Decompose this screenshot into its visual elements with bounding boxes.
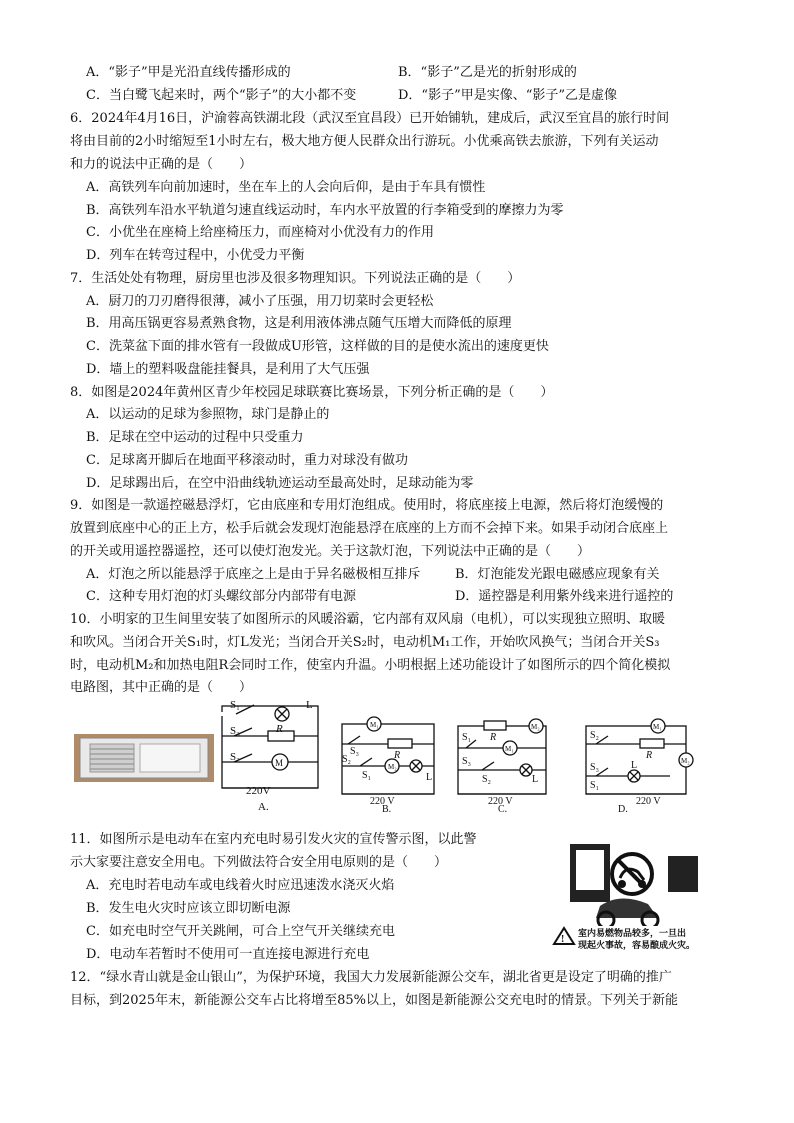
q6-stem-line: 将由目前的2小时缩短至1小时左右，极大地方便人民群众出行游玩。小优乘高铁去旅游，下列有关运动 [70, 134, 659, 149]
circuit-a [220, 705, 318, 788]
circuit-a-voltage: 220V [246, 785, 271, 797]
circuit-c-voltage: 220 V [488, 796, 513, 807]
poster-text-line: 现起火事故，容易酿成火灾。 [578, 940, 696, 950]
q8-option-c: C．足球离开脚后在地面平移滚动时，重力对球没有做功 [86, 453, 408, 468]
q7-option-d: D．墙上的塑料吸盘能挂餐具，是利用了大气压强 [86, 362, 370, 377]
q9-option-b: B．灯泡能发光跟电磁感应现象有关 [455, 567, 660, 582]
circuit-c-caption: C. [498, 804, 508, 815]
no-charging-icon [612, 854, 652, 894]
circuit-b-s3: S₃ [350, 746, 360, 757]
circuit-d-s2: S₂ [590, 730, 600, 741]
circuit-b-m2: M₂ [388, 763, 397, 771]
q5-option-a: A．“影子”甲是光沿直线传播形成的 [86, 65, 291, 80]
q6-stem-line: 和力的说法中正确的是（ ） [70, 157, 253, 172]
q9-option-d: D．遥控器是利用紫外线来进行遥控的 [455, 589, 674, 604]
q7-option-a: A．厨刀的刀刃磨得很薄，减小了压强，用刀切菜时会更轻松 [86, 294, 434, 309]
q6-option-d: D．列车在转弯过程中，小优受力平衡 [86, 248, 305, 263]
circuit-a-s3: S₃ [230, 725, 240, 737]
circuit-b-s2: S₂ [342, 754, 352, 765]
circuit-d-r: R [646, 750, 653, 761]
q9-stem-line: 的开关或用遥控器遥控，还可以使灯泡发光。关于这款灯泡，下列说法中正确的是（ ） [70, 544, 591, 559]
circuit-c-s3: S₃ [462, 756, 472, 767]
poster-text-line: 室内易燃物品较多，一旦出 [578, 928, 687, 938]
q8-stem: 8．如图是2024年黄州区青少年校园足球联赛比赛场景，下列分析正确的是（ ） [70, 385, 554, 400]
q7-option-c: C．洗菜盆下面的排水管有一段做成U形管，这样做的目的是使水流出的速度更快 [86, 339, 549, 354]
svg-text:!: ! [561, 934, 565, 945]
q8-option-b: B．足球在空中运动的过程中只受重力 [86, 430, 304, 445]
q11-option-a: A．充电时若电动车或电线着火时应迅速泼水浇灭火焰 [86, 878, 395, 893]
q9-stem-line: 9．如图是一款遥控磁悬浮灯，它由底座和专用灯泡组成。使用时，将底座接上电源，然后将灯泡缓慢的 [70, 498, 664, 513]
q5-option-d: D．“影子”甲是实像、“影子”乙是虚像 [398, 88, 618, 103]
q12-stem-line: 目标，到2025年末，新能源公交车占比将增至85%以上，如图是新能源公交充电时的情景。下列关于新能 [70, 993, 678, 1008]
q10-stem-line: 10．小明家的卫生间里安装了如图所示的风暖浴霸，它内部有双风扇（电机），可以实现独立照明、取暖 [70, 612, 666, 627]
circuit-d-m2: M₂ [681, 757, 690, 765]
q11-option-c: C．如充电时空气开关跳闸，可合上空气开关继续充电 [86, 924, 395, 939]
circuit-d-m1: M₁ [653, 723, 662, 731]
q11-option-b: B．发生电火灾时应该立即切断电源 [86, 901, 291, 916]
q10-stem-line: 时，电动机M₂和加热电阻R会同时工作，使室内升温。小明根据上述功能设计了如图所示的四个简化模拟 [70, 658, 671, 673]
q11-option-d: D．电动车若暂时不使用可一直连接电源进行充电 [86, 947, 370, 962]
q10-figures [70, 696, 710, 824]
circuit-b-voltage: 220 V [370, 796, 395, 807]
circuit-d [586, 719, 693, 794]
q9-option-a: A．灯泡之所以能悬浮于底座之上是由于异名磁极相互排斥 [86, 567, 421, 582]
circuit-d-l: L [631, 760, 638, 771]
bath-heater-photo [74, 734, 214, 782]
circuit-b-r: R [394, 750, 401, 761]
circuit-c-s1: S₁ [462, 732, 472, 743]
circuit-a-s1: S₁ [230, 699, 240, 711]
circuit-c-r: R [490, 732, 497, 743]
circuit-d-voltage: 220 V [636, 796, 661, 807]
circuit-c-l: L [532, 774, 539, 785]
q9-option-c: C．这种专用灯泡的灯头螺纹部分内部带有电源 [86, 589, 356, 604]
q8-option-d: D．足球踢出后，在空中沿曲线轨迹运动至最高处时，足球动能为零 [86, 476, 474, 491]
q10-stem-line: 和吹风。当闭合开关S₁时，灯L发光；当闭合开关S₂时，电动机M₁工作，开始吹风换气；当闭合开关S₃ [70, 635, 660, 650]
q6-option-b: B．高铁列车沿水平轨道匀速直线运动时，车内水平放置的行李箱受到的摩擦力为零 [86, 203, 564, 218]
circuit-a-caption: A. [258, 801, 269, 813]
circuit-d-s1: S₁ [590, 780, 600, 791]
q8-option-a: A．以运动的足球为参照物，球门是静止的 [86, 407, 330, 422]
q6-stem-line: 6．2024年4月16日，沪渝蓉高铁湖北段（武汉至宜昌段）已开始铺轨，建成后，武汉至宜昌的旅行时间 [70, 111, 670, 126]
q11-stem-line: 示大家要注意安全用电。下列做法符合安全用电原则的是（ ） [70, 855, 448, 870]
circuit-d-caption: D. [618, 804, 628, 815]
q7-stem: 7．生活处处有物理，厨房里也涉及很多物理知识。下列说法正确的是（ ） [70, 271, 521, 286]
circuit-b-l: L [426, 772, 433, 783]
charging-fire-warning-poster [540, 832, 720, 956]
q5-option-b: B．“影子”乙是光的折射形成的 [398, 65, 577, 80]
circuit-a-r: R [276, 723, 283, 735]
circuit-b-caption: B. [382, 804, 392, 815]
circuit-c-m2: M₂ [531, 723, 540, 731]
circuit-d-s3: S₃ [590, 762, 600, 773]
circuit-a-m: M [275, 758, 284, 768]
q10-stem-line: 电路图，其中正确的是（ ） [70, 680, 253, 695]
q5-option-c: C．当白鹭飞起来时，两个“影子”的大小都不变 [86, 88, 357, 103]
circuit-b-s1: S₁ [362, 770, 372, 781]
q7-option-b: B．用高压锅更容易煮熟食物，这是利用液体沸点随气压增大而降低的原理 [86, 316, 512, 331]
q9-stem-line: 放置到底座中心的正上方，松手后就会发现灯泡能悬浮在底座的上方而不会掉下来。如果手动闭合底座上 [70, 521, 669, 536]
circuit-c-s2: S₂ [482, 774, 492, 785]
q6-option-c: C．小优坐在座椅上给座椅压力，而座椅对小优没有力的作用 [86, 225, 434, 240]
circuit-b-m1: M₁ [370, 721, 379, 729]
circuit-a-l: L [306, 699, 313, 711]
q6-option-a: A．高铁列车向前加速时，坐在车上的人会向后仰，是由于车具有惯性 [86, 180, 486, 195]
circuit-c-m1: M₁ [505, 745, 514, 753]
q11-stem-line: 11．如图所示是电动车在室内充电时易引发火灾的宣传警示图，以此警 [70, 832, 477, 847]
q12-stem-line: 12．“绿水青山就是金山银山”，为保护环境，我国大力发展新能源公交车，湖北省更是设定了明确的推广 [70, 970, 672, 985]
circuit-a-s2: S₂ [230, 751, 240, 763]
